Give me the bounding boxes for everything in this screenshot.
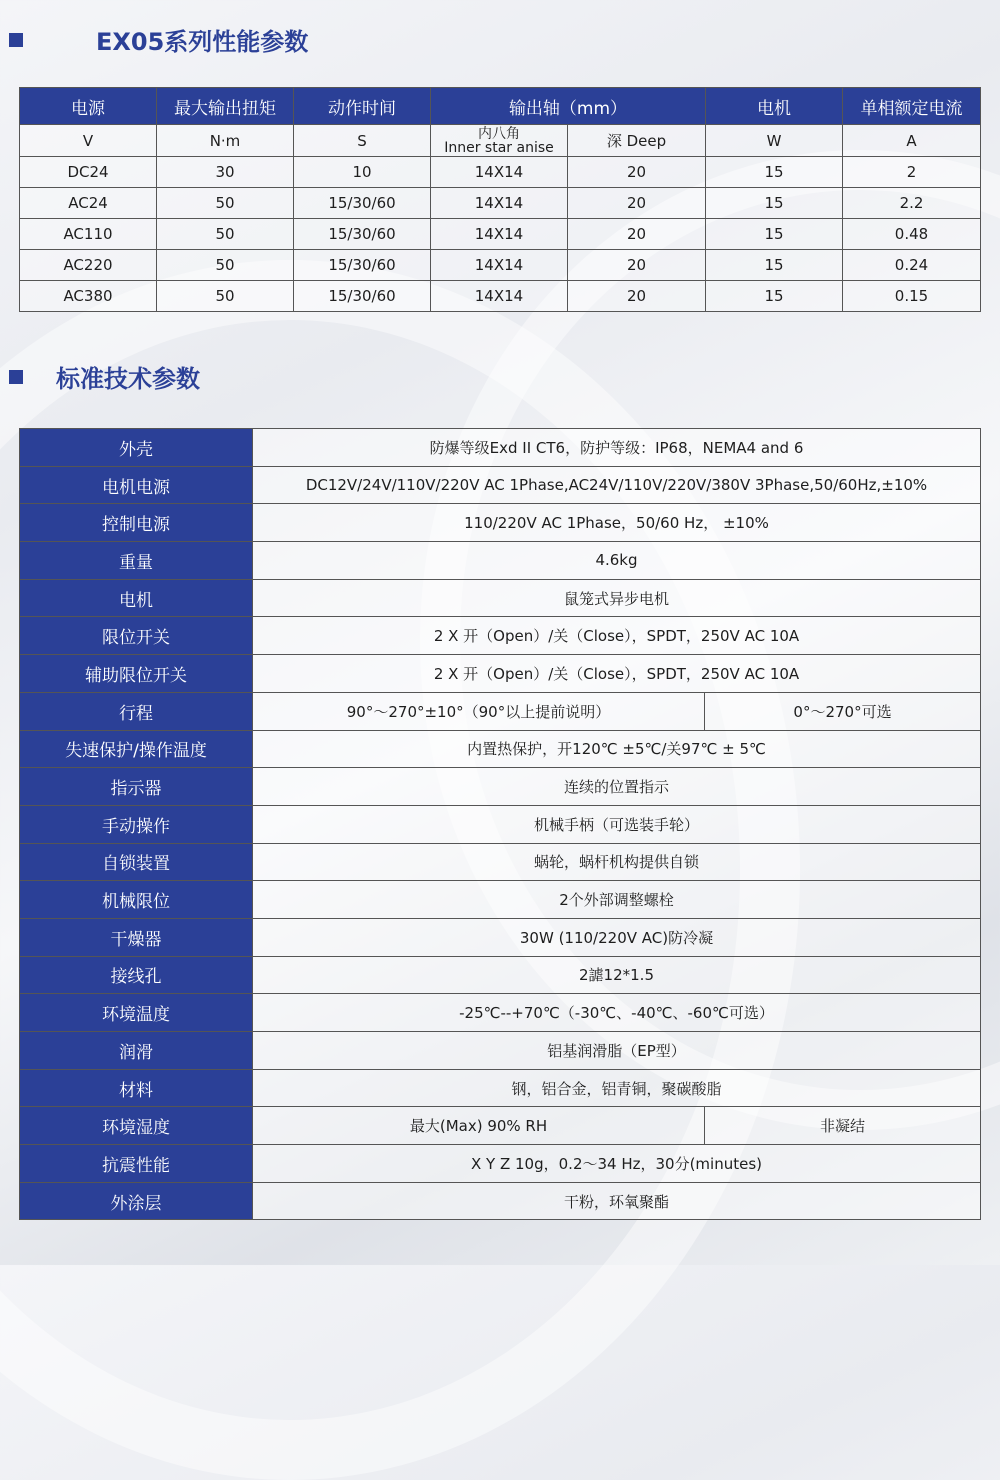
header-current: 单相额定电流 [843,88,981,125]
cell-deep: 20 [568,219,706,250]
cell-torque: 30 [157,157,294,188]
cell-deep: 20 [568,281,706,312]
table-row [20,281,981,312]
unit-torque: N·m [157,125,294,157]
header-motor: 电机 [706,88,843,125]
cell-motor: 15 [706,281,843,312]
table-header-row [20,88,981,125]
section-bullet-icon [9,370,23,384]
row-value: 2个外部调整螺栓 [253,881,981,919]
row-label: 接线孔 [20,956,253,994]
table-row [20,918,981,956]
row-value: DC12V/24V/110V/220V AC 1Phase,AC24V/110V/220V/380V 3Phase,50/60Hz,±10% [253,466,981,504]
row-value: 2 X 开（Open）/关（Close），SPDT，250V AC 10A [253,617,981,655]
cell-power: AC380 [20,281,157,312]
cell-torque: 50 [157,219,294,250]
row-label: 外涂层 [20,1182,253,1220]
row-value: 90°～270°±10°（90°以上提前说明） [253,692,705,730]
table-row [20,768,981,806]
cell-motor: 15 [706,250,843,281]
row-value: -25℃--+70℃（-30℃、-40℃、-60℃可选） [253,994,981,1032]
row-label: 辅助限位开关 [20,655,253,693]
row-label: 外壳 [20,429,253,467]
header-power: 电源 [20,88,157,125]
cell-time: 15/30/60 [294,250,431,281]
cell-motor: 15 [706,219,843,250]
row-value: 防爆等级Exd II CT6，防护等级：IP68，NEMA4 and 6 [253,429,981,467]
cell-motor: 15 [706,157,843,188]
row-value: 2 X 开（Open）/关（Close），SPDT，250V AC 10A [253,655,981,693]
row-label: 抗震性能 [20,1145,253,1183]
technical-table [19,428,981,1220]
table-row [20,1069,981,1107]
row-value: X Y Z 10g，0.2～34 Hz，30分(minutes) [253,1145,981,1183]
table-row [20,994,981,1032]
row-label: 限位开关 [20,617,253,655]
row-value-secondary: 0°～270°可选 [705,692,981,730]
row-value: 4.6kg [253,542,981,580]
cell-star: 14X14 [431,188,568,219]
row-label: 手动操作 [20,805,253,843]
row-value: 蜗轮，蜗杆机构提供自锁 [253,843,981,881]
table-row [20,617,981,655]
row-label: 指示器 [20,768,253,806]
cell-power: AC24 [20,188,157,219]
row-label: 材料 [20,1069,253,1107]
row-value: 2謔12*1.5 [253,956,981,994]
table-row [20,504,981,542]
table-row [20,881,981,919]
row-label: 电机电源 [20,466,253,504]
row-label: 环境温度 [20,994,253,1032]
section-title-text: 标准技术参数 [56,365,200,393]
section-title-text: EX05系列性能参数 [96,28,309,56]
table-row [20,579,981,617]
cell-torque: 50 [157,250,294,281]
table-row [20,1145,981,1183]
unit-deep: 深 Deep [568,125,706,157]
performance-table [19,87,981,312]
cell-torque: 50 [157,188,294,219]
row-label: 润滑 [20,1032,253,1070]
row-value: 干粉，环氧聚酯 [253,1182,981,1220]
table-row [20,1032,981,1070]
row-label: 干燥器 [20,918,253,956]
cell-deep: 20 [568,250,706,281]
table-row [20,843,981,881]
cell-star: 14X14 [431,281,568,312]
cell-star: 14X14 [431,157,568,188]
row-value: 110/220V AC 1Phase，50/60 Hz， ±10% [253,504,981,542]
cell-current: 0.24 [843,250,981,281]
table-row [20,655,981,693]
cell-time: 15/30/60 [294,188,431,219]
row-value: 机械手柄（可选装手轮） [253,805,981,843]
unit-power: V [20,125,157,157]
row-label: 电机 [20,579,253,617]
row-label: 行程 [20,692,253,730]
cell-current: 2 [843,157,981,188]
table-units-row [20,125,981,157]
cell-time: 10 [294,157,431,188]
table-row [20,956,981,994]
row-value: 内置热保护，开120℃ ±5℃/关97℃ ± 5℃ [253,730,981,768]
row-label: 机械限位 [20,881,253,919]
unit-current: A [843,125,981,157]
cell-current: 0.15 [843,281,981,312]
unit-motor: W [706,125,843,157]
row-label: 控制电源 [20,504,253,542]
table-row [20,188,981,219]
table-row [20,1182,981,1220]
cell-power: DC24 [20,157,157,188]
table-row [20,692,981,730]
unit-star-en: Inner star anise [444,139,554,156]
header-shaft: 输出轴（mm） [431,88,706,125]
row-value: 连续的位置指示 [253,768,981,806]
cell-star: 14X14 [431,219,568,250]
row-label: 环境湿度 [20,1107,253,1145]
table-row [20,1107,981,1145]
table-row [20,542,981,580]
cell-current: 0.48 [843,219,981,250]
header-time: 动作时间 [294,88,431,125]
row-value: 最大(Max) 90% RH [253,1107,705,1145]
table-row [20,429,981,467]
row-value: 30W (110/220V AC)防冷凝 [253,918,981,956]
table-row [20,730,981,768]
cell-motor: 15 [706,188,843,219]
row-value: 鼠笼式异步电机 [253,579,981,617]
cell-torque: 50 [157,281,294,312]
header-torque: 最大输出扭矩 [157,88,294,125]
cell-star: 14X14 [431,250,568,281]
cell-power: AC110 [20,219,157,250]
row-value-secondary: 非凝结 [705,1107,981,1145]
table-row [20,157,981,188]
section-bullet-icon [9,33,23,47]
table-row [20,250,981,281]
row-label: 重量 [20,542,253,580]
row-value: 铝基润滑脂（EP型） [253,1032,981,1070]
row-label: 失速保护/操作温度 [20,730,253,768]
cell-deep: 20 [568,188,706,219]
row-label: 自锁装置 [20,843,253,881]
cell-deep: 20 [568,157,706,188]
table-row [20,219,981,250]
unit-star [431,125,568,157]
unit-star-cn: 内八角 [478,125,520,142]
table-row [20,805,981,843]
cell-time: 15/30/60 [294,219,431,250]
row-value: 钢，铝合金，铝青铜，聚碳酸脂 [253,1069,981,1107]
unit-time: S [294,125,431,157]
cell-current: 2.2 [843,188,981,219]
cell-power: AC220 [20,250,157,281]
table-row [20,466,981,504]
cell-time: 15/30/60 [294,281,431,312]
